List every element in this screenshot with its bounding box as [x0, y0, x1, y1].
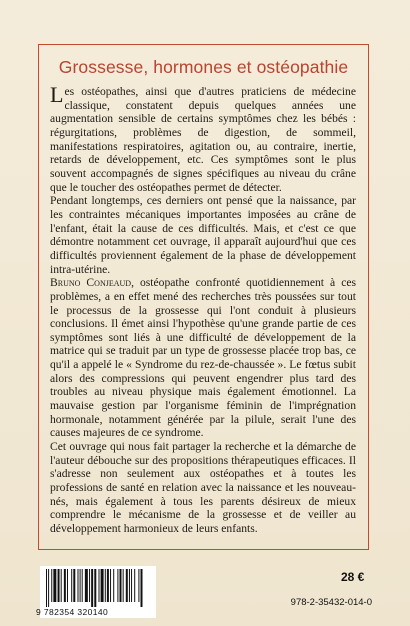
back-cover-blurb	[50, 82, 356, 536]
isbn-number: 978-2-35432-014-0	[290, 597, 372, 608]
barcode-bar	[67, 569, 68, 602]
barcode-bar	[91, 569, 93, 607]
barcode-bar	[61, 569, 62, 602]
barcode-bar	[120, 569, 122, 602]
barcode-bar	[117, 569, 118, 602]
barcode-bar	[99, 569, 100, 602]
barcode-bar	[71, 569, 72, 602]
barcode-bar	[89, 569, 90, 602]
barcode-bar	[138, 569, 139, 602]
barcode-bar	[129, 569, 130, 602]
barcode-bar	[58, 569, 60, 602]
barcode-bar	[131, 569, 132, 602]
barcode-bar	[94, 569, 96, 607]
paragraph-2: Pendant longtemps, ces derniers ont pensé que la naissance, par les contraintes mécaniques importantes imposées au crâne de l'enfant, était la cause de ces difficultés. Mais, et c'est ce que démontre notamment cet ouvrage, il apparaît aujourd'hui que ces difficultés proviennent également de la phase de développement intra-utérine.	[50, 194, 356, 276]
paragraph-3	[50, 276, 356, 440]
barcode-bar	[110, 569, 111, 602]
barcode-bar	[80, 569, 81, 602]
author-name: Bruno Conjeaud	[50, 276, 132, 290]
barcode-bar	[78, 569, 79, 602]
paragraph-1	[50, 82, 356, 194]
book-title: Grossesse, hormones et ostéopathie	[58, 57, 349, 77]
barcode-bar	[46, 569, 47, 607]
paragraph-4: Cet ouvrage qui nous fait partager la recherche et la démarche de l'auteur débouche sur des propositions thérapeutiques efficaces. Il s'adresse non seulement aux ostéopathes et à toutes les professions de santé en relation avec la naissance et les nouveau-nés, mais également à tous les parents désireux de mieux comprendre le mécanisme de la grossesse et de veiller au développement harmonieux de leurs enfants.	[50, 440, 356, 535]
paragraph-3-text: , ostéopathe confronté quotidiennement à ces problèmes, a en effet mené des recherches très poussées sur tout le processus de la grossesse qui l'ont conduit à plusieurs conclusions. Il émet ainsi l'hypothèse qu'une grande partie de ces symptômes sont liés à une difficulté de développement de la matrice qui se traduit par un type de grossesse placée trop bas, ce qu'il a appelé le « Syndrome du rez-de-chaussée ». Le fœtus subit alors des compressions qui peuvent engendrer plus tard des troubles au niveau physique mais également émotionnel. La mauvaise gestion par l'organisme féminin de l'imprégnation hormonale, notamment générée par la pilule, serait l'une des causes majeures de ce syndrome.	[50, 276, 356, 440]
barcode-bar	[134, 569, 135, 602]
isbn-barcode	[44, 569, 152, 607]
barcode-bar	[82, 569, 83, 602]
barcode-bar	[126, 569, 128, 602]
price-label: 28 €	[341, 570, 365, 584]
barcode-bar	[73, 569, 75, 602]
barcode-bar	[141, 569, 143, 607]
barcode-bar	[64, 569, 66, 602]
barcode-bar	[105, 569, 106, 602]
paragraph-1-text: es ostéopathes, ainsi que d'autres praticiens de médecine classique, constatent depuis quelques années une augmentation sensible de certains symptômes chez les bébés : régurgitations, problèmes de digestion, de sommeil, manifestations respiratoires, agitation ou, au contraire, inertie, retards de développement, etc. Ces symptômes sont le plus souvent accompagnés de signes spécifiques au niveau du crâne que le toucher des ostéopathes permet de détecter.	[50, 85, 356, 194]
barcode-bar	[48, 569, 49, 607]
drop-cap: L	[50, 82, 64, 107]
barcode-digits: 9 782354 320140	[36, 607, 109, 617]
barcode-bar	[107, 569, 109, 602]
barcode-bar	[113, 569, 114, 602]
barcode-bar	[85, 569, 88, 602]
barcode-bar	[53, 569, 56, 602]
barcode-bar	[51, 569, 52, 602]
barcode-bar	[101, 569, 104, 602]
barcode-bar	[123, 569, 124, 602]
